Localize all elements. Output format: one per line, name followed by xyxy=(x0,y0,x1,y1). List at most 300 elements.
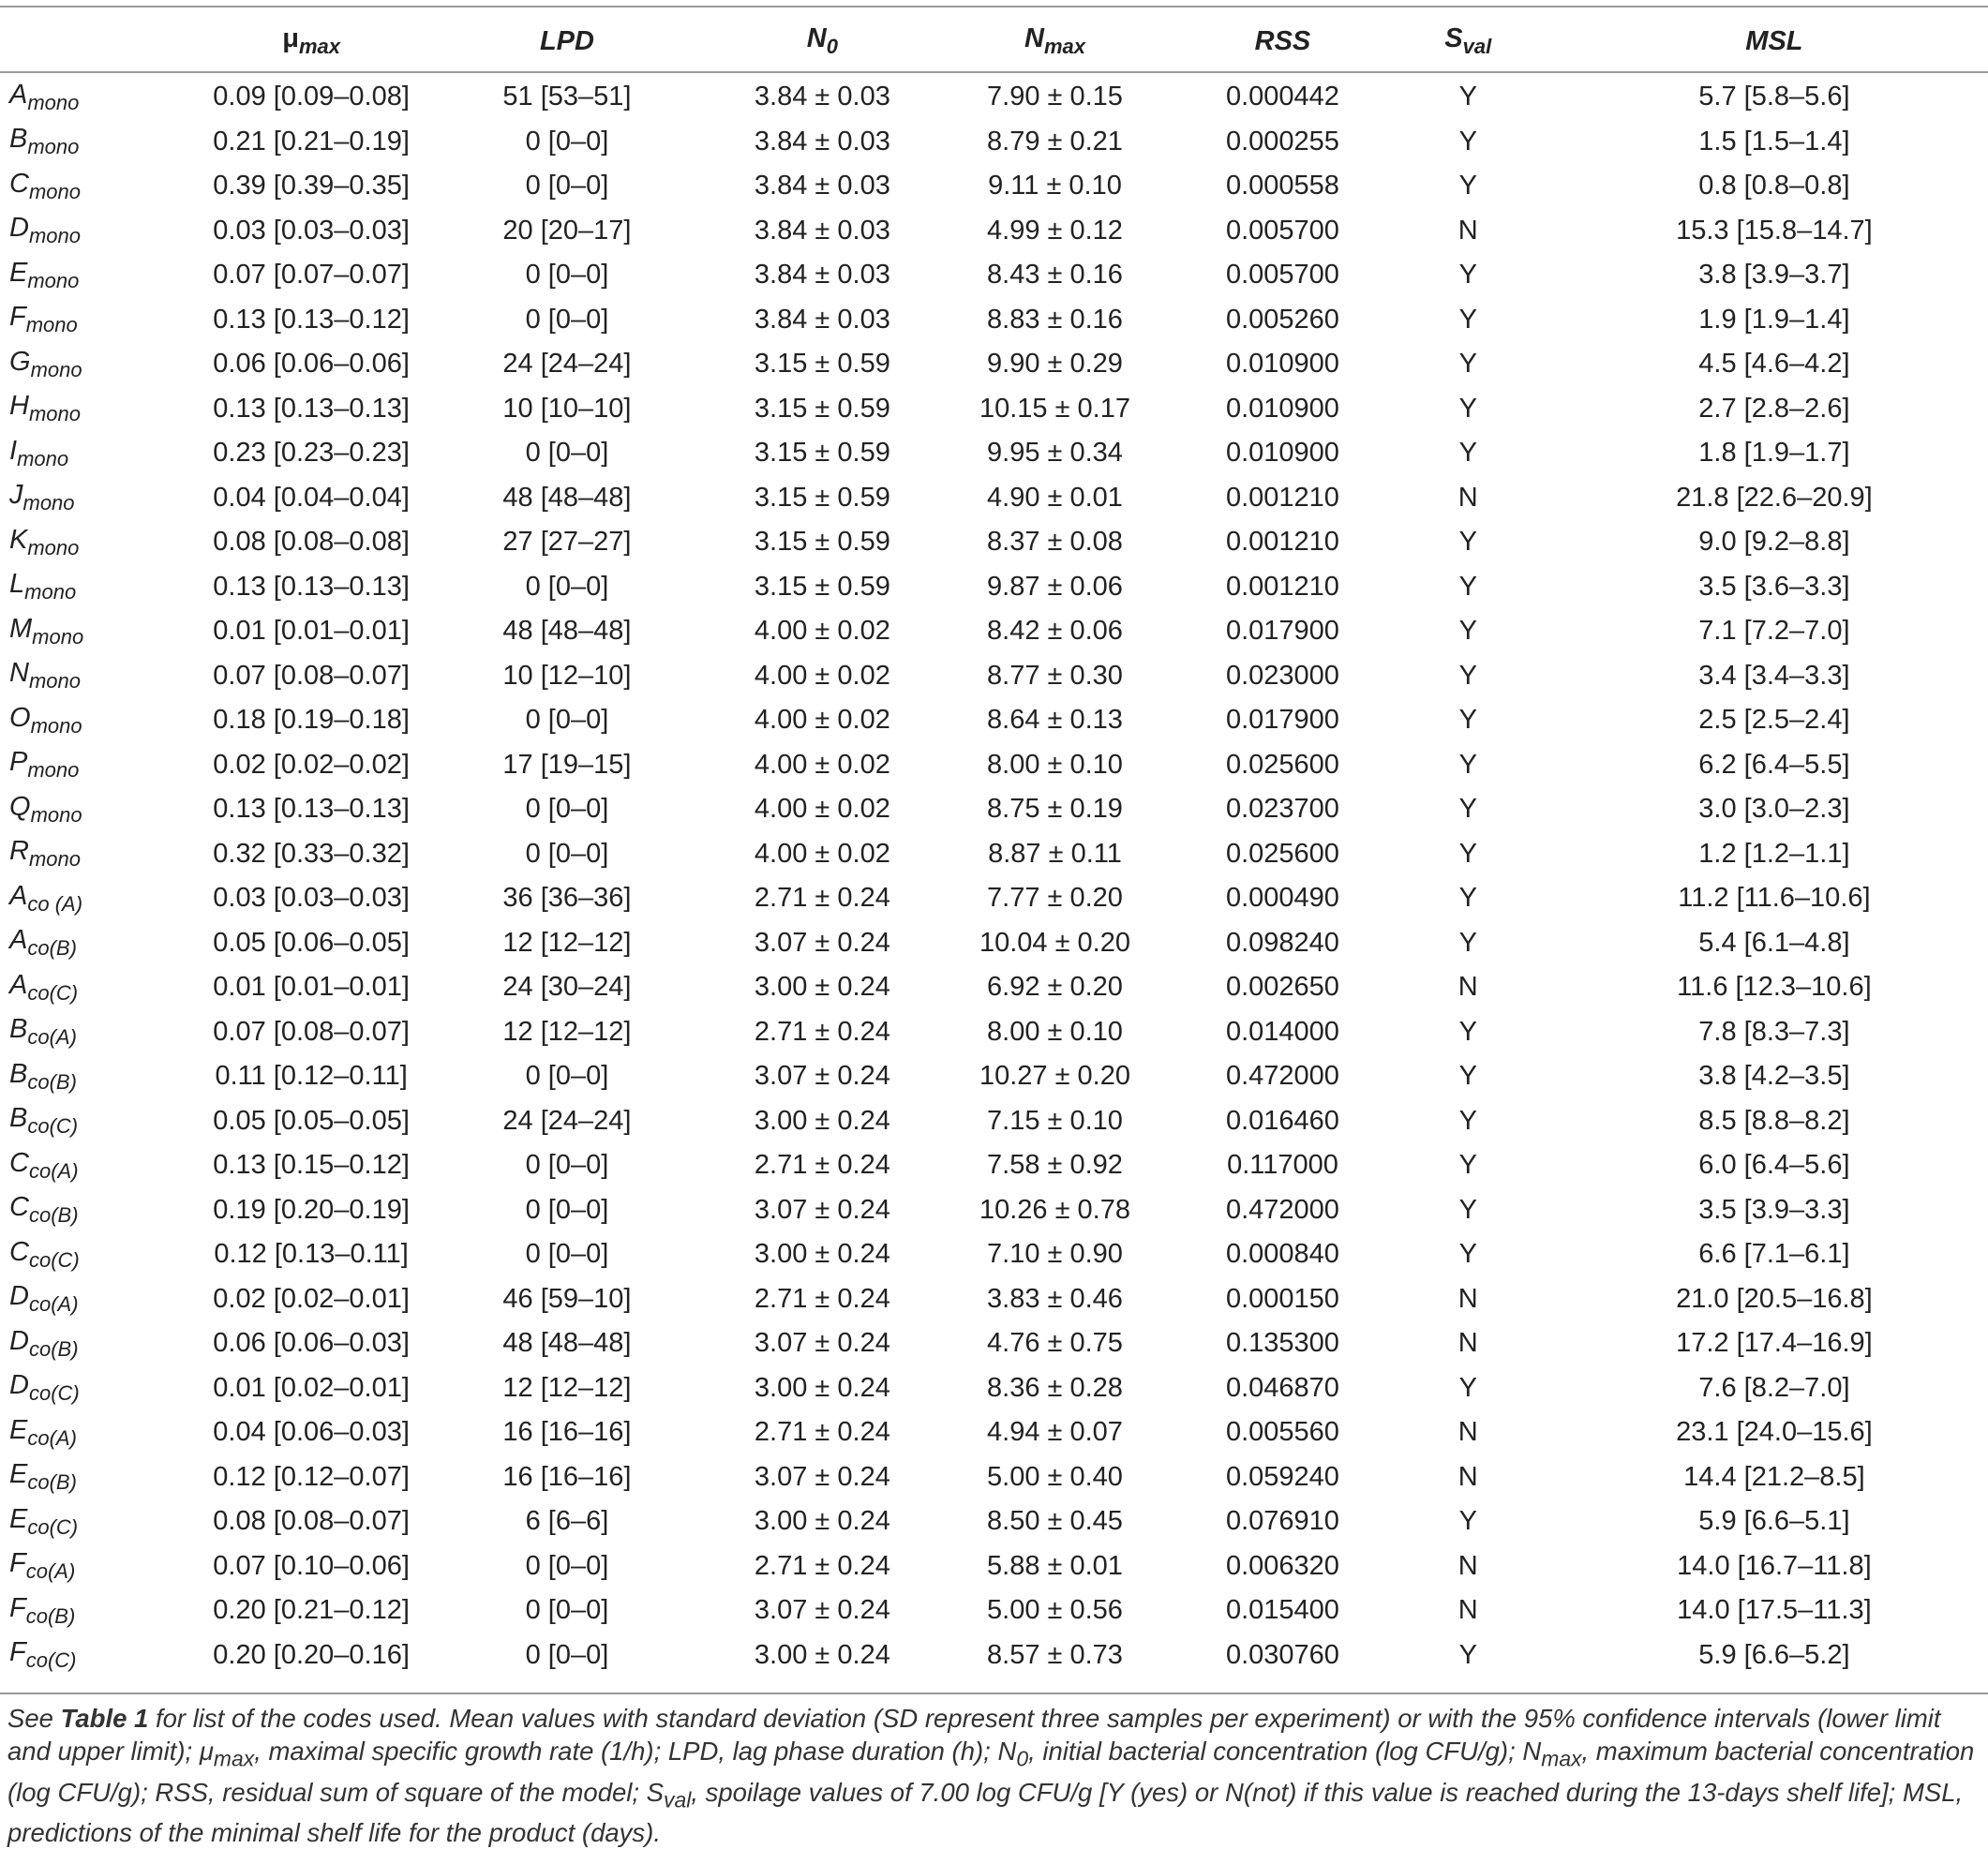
row-code: $P_{mono}$ xyxy=(9,747,80,783)
cell-rss: 0.472000 xyxy=(1225,1194,1339,1225)
cell-mu: 0.02 [0.02–0.02] xyxy=(213,749,410,780)
cell-sval: N xyxy=(1457,1461,1478,1492)
cell-lpd: 12 [12–12] xyxy=(502,1372,632,1403)
cell-nmax: 10.15 ± 0.17 xyxy=(979,393,1130,424)
table-row xyxy=(0,1544,1988,1589)
cell-msl: 3.4 [3.4–3.3] xyxy=(1698,660,1850,691)
cell-msl: 7.8 [8.3–7.3] xyxy=(1698,1016,1850,1047)
row-code: $B_{co(B)}$ xyxy=(9,1058,77,1094)
cell-nmax: 8.00 ± 0.10 xyxy=(987,1016,1123,1047)
table-row xyxy=(0,1321,1988,1366)
row-code: $O_{mono}$ xyxy=(9,702,82,738)
cell-n0: 3.07 ± 0.24 xyxy=(754,1328,890,1359)
cell-n0: 3.84 ± 0.03 xyxy=(754,82,890,112)
cell-nmax: 5.00 ± 0.56 xyxy=(987,1595,1123,1626)
table-row xyxy=(0,209,1988,254)
row-code: $C_{co(C)}$ xyxy=(9,1236,80,1272)
cell-nmax: 8.00 ± 0.10 xyxy=(987,749,1123,780)
cell-mu: 0.06 [0.06–0.06] xyxy=(213,349,410,380)
cell-mu: 0.13 [0.13–0.13] xyxy=(213,393,410,424)
cell-sval: Y xyxy=(1458,705,1477,736)
cell-sval: N xyxy=(1457,1417,1478,1448)
cell-rss: 0.030760 xyxy=(1225,1639,1339,1670)
row-code: $C_{co(A)}$ xyxy=(9,1147,79,1183)
row-code: $C_{mono}$ xyxy=(9,168,81,203)
cell-rss: 0.000490 xyxy=(1225,883,1339,914)
cell-nmax: 6.92 ± 0.20 xyxy=(987,972,1123,1003)
cell-mu: 0.05 [0.05–0.05] xyxy=(213,1105,410,1136)
table-row xyxy=(0,387,1988,432)
cell-sval: Y xyxy=(1458,304,1477,335)
cell-msl: 1.2 [1.2–1.1] xyxy=(1698,838,1850,869)
cell-sval: N xyxy=(1457,482,1478,513)
row-code: $L_{mono}$ xyxy=(9,569,77,604)
cell-sval: Y xyxy=(1458,1061,1477,1092)
table-row xyxy=(0,431,1988,476)
cell-lpd: 12 [12–12] xyxy=(502,927,632,958)
cell-n0: 3.15 ± 0.59 xyxy=(754,482,890,513)
cell-msl: 3.0 [3.0–2.3] xyxy=(1698,794,1850,825)
table-row xyxy=(0,1277,1988,1322)
cell-n0: 2.71 ± 0.24 xyxy=(754,1016,890,1047)
cell-rss: 0.000442 xyxy=(1225,82,1339,112)
row-code: $F_{co(B)}$ xyxy=(9,1592,76,1628)
cell-msl: 21.0 [20.5–16.8] xyxy=(1676,1283,1873,1314)
row-code: $H_{mono}$ xyxy=(9,391,81,426)
cell-n0: 4.00 ± 0.02 xyxy=(754,705,890,736)
cell-lpd: 0 [0–0] xyxy=(525,571,609,602)
cell-lpd: 48 [48–48] xyxy=(502,616,632,647)
cell-mu: 0.08 [0.08–0.08] xyxy=(213,527,410,558)
cell-lpd: 12 [12–12] xyxy=(502,1016,632,1047)
table-row xyxy=(0,253,1988,298)
table-row xyxy=(0,1099,1988,1144)
cell-rss: 0.005260 xyxy=(1225,304,1339,335)
cell-n0: 3.07 ± 0.24 xyxy=(754,927,890,958)
cell-msl: 11.2 [11.6–10.6] xyxy=(1678,883,1871,914)
cell-sval: Y xyxy=(1458,838,1477,869)
cell-n0: 3.07 ± 0.24 xyxy=(754,1194,890,1225)
cell-mu: 0.32 [0.33–0.32] xyxy=(213,838,410,869)
cell-rss: 0.010900 xyxy=(1225,393,1339,424)
cell-rss: 0.005700 xyxy=(1225,260,1339,291)
cell-sval: Y xyxy=(1458,126,1477,157)
cell-lpd: 16 [16–16] xyxy=(502,1461,632,1492)
cell-sval: N xyxy=(1457,215,1478,246)
cell-lpd: 10 [10–10] xyxy=(502,393,632,424)
cell-msl: 21.8 [22.6–20.9] xyxy=(1676,482,1873,513)
cell-mu: 0.06 [0.06–0.03] xyxy=(213,1328,410,1359)
cell-sval: Y xyxy=(1458,1105,1477,1136)
cell-n0: 4.00 ± 0.02 xyxy=(754,838,890,869)
cell-lpd: 0 [0–0] xyxy=(525,1194,609,1225)
cell-mu: 0.12 [0.12–0.07] xyxy=(213,1461,410,1492)
cell-sval: Y xyxy=(1458,82,1477,112)
cell-msl: 14.0 [16.7–11.8] xyxy=(1677,1550,1872,1581)
cell-n0: 4.00 ± 0.02 xyxy=(754,660,890,691)
cell-sval: Y xyxy=(1458,260,1477,291)
cell-msl: 3.8 [4.2–3.5] xyxy=(1698,1061,1850,1092)
cell-lpd: 0 [0–0] xyxy=(525,1639,609,1670)
cell-nmax: 8.79 ± 0.21 xyxy=(987,126,1123,157)
cell-nmax: 9.11 ± 0.10 xyxy=(988,171,1122,201)
row-code: $E_{co(A)}$ xyxy=(9,1414,77,1450)
results-table xyxy=(0,7,1988,1678)
header-code xyxy=(0,7,213,75)
table-header-row xyxy=(0,7,1988,75)
cell-n0: 2.71 ± 0.24 xyxy=(754,1283,890,1314)
cell-lpd: 27 [27–27] xyxy=(502,527,632,558)
row-code: $F_{co(A)}$ xyxy=(9,1548,76,1584)
cell-nmax: 8.37 ± 0.08 xyxy=(987,527,1123,558)
cell-msl: 1.9 [1.9–1.4] xyxy=(1698,304,1850,335)
cell-sval: Y xyxy=(1458,393,1477,424)
cell-lpd: 0 [0–0] xyxy=(525,260,609,291)
cell-nmax: 7.10 ± 0.90 xyxy=(987,1239,1123,1270)
header-mu-max: $\mu_{max}$ xyxy=(282,23,340,58)
cell-lpd: 48 [48–48] xyxy=(502,482,632,513)
cell-n0: 3.00 ± 0.24 xyxy=(754,1506,890,1537)
cell-nmax: 7.77 ± 0.20 xyxy=(987,883,1123,914)
cell-n0: 2.71 ± 0.24 xyxy=(754,1150,890,1181)
cell-msl: 1.8 [1.9–1.7] xyxy=(1698,438,1850,469)
cell-rss: 0.001210 xyxy=(1225,571,1339,602)
cell-msl: 9.0 [9.2–8.8] xyxy=(1698,527,1850,558)
cell-lpd: 0 [0–0] xyxy=(525,438,609,469)
cell-nmax: 8.36 ± 0.28 xyxy=(987,1372,1123,1403)
cell-lpd: 36 [36–36] xyxy=(502,883,632,914)
cell-rss: 0.023000 xyxy=(1225,660,1339,691)
cell-sval: Y xyxy=(1458,1239,1477,1270)
row-code: $C_{co(B)}$ xyxy=(9,1192,79,1228)
cell-msl: 3.8 [3.9–3.7] xyxy=(1698,260,1850,291)
table-row xyxy=(0,75,1988,120)
cell-rss: 0.098240 xyxy=(1225,927,1339,958)
cell-sval: Y xyxy=(1458,1506,1477,1537)
cell-msl: 2.7 [2.8–2.6] xyxy=(1698,393,1850,424)
cell-nmax: 8.87 ± 0.11 xyxy=(988,838,1122,869)
cell-rss: 0.005700 xyxy=(1225,215,1339,246)
row-code: $A_{co(B)}$ xyxy=(9,925,77,961)
cell-n0: 4.00 ± 0.02 xyxy=(754,749,890,780)
cell-mu: 0.04 [0.06–0.03] xyxy=(213,1417,410,1448)
cell-rss: 0.010900 xyxy=(1225,349,1339,380)
table-row xyxy=(0,698,1988,743)
table-row xyxy=(0,1143,1988,1188)
cell-msl: 5.9 [6.6–5.1] xyxy=(1698,1506,1850,1537)
cell-rss: 0.014000 xyxy=(1225,1016,1339,1047)
cell-n0: 3.15 ± 0.59 xyxy=(754,571,890,602)
cell-sval: N xyxy=(1457,1550,1478,1581)
cell-n0: 3.00 ± 0.24 xyxy=(754,1105,890,1136)
cell-sval: Y xyxy=(1458,794,1477,825)
table-row xyxy=(0,1232,1988,1277)
cell-n0: 3.15 ± 0.59 xyxy=(754,393,890,424)
cell-nmax: 9.90 ± 0.29 xyxy=(987,349,1123,380)
cell-sval: N xyxy=(1457,1283,1478,1314)
cell-rss: 0.017900 xyxy=(1225,616,1339,647)
cell-mu: 0.18 [0.19–0.18] xyxy=(213,705,410,736)
cell-mu: 0.01 [0.01–0.01] xyxy=(213,972,410,1003)
cell-msl: 14.0 [17.5–11.3] xyxy=(1677,1595,1872,1626)
cell-nmax: 7.58 ± 0.92 xyxy=(987,1150,1123,1181)
cell-rss: 0.025600 xyxy=(1225,749,1339,780)
cell-sval: Y xyxy=(1458,1150,1477,1181)
table-row xyxy=(0,1188,1988,1233)
cell-msl: 5.9 [6.6–5.2] xyxy=(1698,1639,1850,1670)
cell-sval: Y xyxy=(1458,927,1477,958)
cell-lpd: 20 [20–17] xyxy=(502,215,632,246)
cell-mu: 0.07 [0.08–0.07] xyxy=(213,1016,410,1047)
row-code: $Q_{mono}$ xyxy=(9,791,82,827)
cell-nmax: 8.43 ± 0.16 xyxy=(987,260,1123,291)
cell-mu: 0.09 [0.09–0.08] xyxy=(213,82,410,112)
cell-n0: 3.00 ± 0.24 xyxy=(754,1639,890,1670)
cell-nmax: 9.95 ± 0.34 xyxy=(987,438,1123,469)
cell-lpd: 0 [0–0] xyxy=(525,171,609,201)
cell-msl: 6.6 [7.1–6.1] xyxy=(1698,1239,1850,1270)
table-row xyxy=(0,164,1988,209)
cell-nmax: 8.57 ± 0.73 xyxy=(987,1639,1123,1670)
cell-mu: 0.23 [0.23–0.23] xyxy=(213,438,410,469)
table-row xyxy=(0,876,1988,921)
cell-nmax: 4.94 ± 0.07 xyxy=(987,1417,1123,1448)
cell-sval: Y xyxy=(1458,171,1477,201)
cell-msl: 3.5 [3.6–3.3] xyxy=(1698,571,1850,602)
cell-lpd: 24 [24–24] xyxy=(502,1105,632,1136)
row-code: $A_{co (A)}$ xyxy=(9,880,83,916)
cell-nmax: 8.75 ± 0.19 xyxy=(987,794,1123,825)
cell-nmax: 9.87 ± 0.06 xyxy=(987,571,1123,602)
cell-rss: 0.135300 xyxy=(1225,1328,1339,1359)
cell-sval: N xyxy=(1457,972,1478,1003)
cell-nmax: 5.88 ± 0.01 xyxy=(987,1550,1123,1581)
table-footnote: See Table 1 for list of the codes used. Mean values with standard deviation (SD represent three samples per experiment) or with the 95% confidence intervals (lower limit and upper limit); $\mu_{max}$, maximal specific growth rate (1/h); LPD, lag phase duration (h); $N_0$, initial bacterial concentration (log CFU/g); $N_{max}$, maximum bacterial concentration (log CFU/g); RSS, residual sum of square of the model; $S_{val}$, spoilage values of 7.00 log CFU/g [Y (yes) or N(not) if this value is reached during the 13-days shelf life]; MSL, predictions of the minimal shelf life for the product (days). xyxy=(7,1704,1975,1847)
cell-lpd: 0 [0–0] xyxy=(525,304,609,335)
cell-mu: 0.19 [0.20–0.19] xyxy=(213,1194,410,1225)
row-code: $N_{mono}$ xyxy=(9,658,81,693)
cell-rss: 0.000150 xyxy=(1225,1283,1339,1314)
cell-mu: 0.05 [0.06–0.05] xyxy=(213,927,410,958)
cell-lpd: 0 [0–0] xyxy=(525,1550,609,1581)
table-row xyxy=(0,342,1988,387)
cell-sval: Y xyxy=(1458,1372,1477,1403)
cell-sval: Y xyxy=(1458,1016,1477,1047)
cell-mu: 0.03 [0.03–0.03] xyxy=(213,215,410,246)
row-code: $D_{mono}$ xyxy=(9,213,81,248)
row-code: $A_{co(C)}$ xyxy=(9,969,79,1005)
cell-n0: 3.84 ± 0.03 xyxy=(754,126,890,157)
cell-rss: 0.010900 xyxy=(1225,438,1339,469)
table-row xyxy=(0,743,1988,788)
cell-rss: 0.002650 xyxy=(1225,972,1339,1003)
cell-sval: Y xyxy=(1458,749,1477,780)
cell-n0: 2.71 ± 0.24 xyxy=(754,1550,890,1581)
table-row xyxy=(0,565,1988,610)
cell-lpd: 46 [59–10] xyxy=(502,1283,632,1314)
cell-nmax: 7.90 ± 0.15 xyxy=(987,82,1123,112)
table-row xyxy=(0,965,1988,1010)
cell-rss: 0.472000 xyxy=(1225,1061,1339,1092)
cell-rss: 0.000558 xyxy=(1225,171,1339,201)
row-code: $A_{mono}$ xyxy=(9,79,80,114)
cell-n0: 3.07 ± 0.24 xyxy=(754,1061,890,1092)
cell-mu: 0.21 [0.21–0.19] xyxy=(213,126,410,157)
table-row xyxy=(0,298,1988,343)
cell-rss: 0.017900 xyxy=(1225,705,1339,736)
cell-mu: 0.07 [0.10–0.06] xyxy=(213,1550,410,1581)
table-body xyxy=(0,75,1988,1678)
cell-n0: 3.84 ± 0.03 xyxy=(754,171,890,201)
table-reference: Table 1 xyxy=(60,1704,149,1733)
cell-msl: 11.6 [12.3–10.6] xyxy=(1677,972,1872,1003)
cell-msl: 17.2 [17.4–16.9] xyxy=(1676,1328,1873,1359)
cell-mu: 0.13 [0.13–0.12] xyxy=(213,304,410,335)
cell-lpd: 51 [53–51] xyxy=(502,82,632,112)
cell-msl: 5.4 [6.1–4.8] xyxy=(1698,927,1850,958)
cell-rss: 0.025600 xyxy=(1225,838,1339,869)
row-code: $I_{mono}$ xyxy=(9,435,69,470)
cell-mu: 0.01 [0.02–0.01] xyxy=(213,1372,410,1403)
table-row xyxy=(0,1499,1988,1544)
cell-sval: Y xyxy=(1458,1639,1477,1670)
table-row xyxy=(0,1588,1988,1633)
cell-n0: 3.07 ± 0.24 xyxy=(754,1595,890,1626)
cell-mu: 0.01 [0.01–0.01] xyxy=(213,616,410,647)
cell-sval: N xyxy=(1457,1328,1478,1359)
header-rss: RSS xyxy=(1254,25,1311,56)
cell-mu: 0.11 [0.12–0.11] xyxy=(215,1061,408,1092)
cell-n0: 3.84 ± 0.03 xyxy=(754,260,890,291)
row-code: $D_{co(B)}$ xyxy=(9,1325,79,1361)
table-row xyxy=(0,1410,1988,1455)
cell-msl: 23.1 [24.0–15.6] xyxy=(1676,1417,1873,1448)
row-code: $G_{mono}$ xyxy=(9,346,82,381)
cell-msl: 2.5 [2.5–2.4] xyxy=(1698,705,1850,736)
row-code: $E_{co(C)}$ xyxy=(9,1503,79,1539)
table-bottom-rule xyxy=(0,1692,1988,1694)
cell-sval: Y xyxy=(1458,571,1477,602)
cell-mu: 0.12 [0.13–0.11] xyxy=(214,1239,409,1270)
cell-mu: 0.20 [0.20–0.16] xyxy=(213,1639,410,1670)
cell-lpd: 0 [0–0] xyxy=(525,838,609,869)
row-code: $M_{mono}$ xyxy=(9,613,84,649)
cell-nmax: 8.64 ± 0.13 xyxy=(987,705,1123,736)
cell-mu: 0.03 [0.03–0.03] xyxy=(213,883,410,914)
cell-lpd: 0 [0–0] xyxy=(525,1061,609,1092)
cell-msl: 7.1 [7.2–7.0] xyxy=(1698,616,1850,647)
cell-nmax: 4.76 ± 0.75 xyxy=(987,1328,1123,1359)
table-row xyxy=(0,654,1988,699)
cell-n0: 3.07 ± 0.24 xyxy=(754,1461,890,1492)
cell-msl: 6.0 [6.4–5.6] xyxy=(1698,1150,1850,1181)
cell-sval: Y xyxy=(1458,1194,1477,1225)
cell-nmax: 10.04 ± 0.20 xyxy=(979,927,1130,958)
cell-msl: 4.5 [4.6–4.2] xyxy=(1698,349,1850,380)
cell-n0: 3.00 ± 0.24 xyxy=(754,1239,890,1270)
cell-nmax: 8.50 ± 0.45 xyxy=(987,1506,1123,1537)
cell-n0: 3.00 ± 0.24 xyxy=(754,1372,890,1403)
cell-nmax: 8.83 ± 0.16 xyxy=(987,304,1123,335)
cell-nmax: 5.00 ± 0.40 xyxy=(987,1461,1123,1492)
table-row xyxy=(0,921,1988,966)
cell-nmax: 7.15 ± 0.10 xyxy=(987,1105,1123,1136)
cell-msl: 6.2 [6.4–5.5] xyxy=(1698,749,1850,780)
cell-nmax: 10.26 ± 0.78 xyxy=(979,1194,1130,1225)
cell-msl: 5.7 [5.8–5.6] xyxy=(1698,82,1850,112)
row-code: $K_{mono}$ xyxy=(9,524,80,559)
cell-mu: 0.02 [0.02–0.01] xyxy=(213,1283,410,1314)
cell-mu: 0.39 [0.39–0.35] xyxy=(213,171,410,201)
row-code: $J_{mono}$ xyxy=(9,480,75,515)
cell-rss: 0.015400 xyxy=(1225,1595,1339,1626)
cell-nmax: 8.42 ± 0.06 xyxy=(987,616,1123,647)
table-row xyxy=(0,1633,1988,1678)
cell-rss: 0.001210 xyxy=(1225,527,1339,558)
header-nmax: $N_{max}$ xyxy=(1024,23,1085,58)
cell-n0: 3.15 ± 0.59 xyxy=(754,349,890,380)
cell-mu: 0.13 [0.13–0.13] xyxy=(213,571,410,602)
table-row xyxy=(0,609,1988,654)
table-row xyxy=(0,1366,1988,1411)
table-row xyxy=(0,787,1988,832)
row-code: $D_{co(A)}$ xyxy=(9,1281,79,1317)
cell-sval: N xyxy=(1457,1595,1478,1626)
cell-n0: 3.00 ± 0.24 xyxy=(754,972,890,1003)
cell-n0: 4.00 ± 0.02 xyxy=(754,616,890,647)
row-code: $E_{mono}$ xyxy=(9,257,80,292)
row-code: $F_{mono}$ xyxy=(9,302,78,337)
table-row xyxy=(0,476,1988,521)
cell-mu: 0.13 [0.13–0.13] xyxy=(213,794,410,825)
cell-rss: 0.000255 xyxy=(1225,126,1339,157)
cell-lpd: 6 [6–6] xyxy=(525,1506,609,1537)
cell-rss: 0.000840 xyxy=(1225,1239,1339,1270)
cell-mu: 0.04 [0.04–0.04] xyxy=(213,482,410,513)
row-code: $B_{co(C)}$ xyxy=(9,1103,79,1139)
header-lpd: LPD xyxy=(539,25,594,56)
cell-lpd: 0 [0–0] xyxy=(525,1150,609,1181)
cell-lpd: 0 [0–0] xyxy=(525,1595,609,1626)
row-code: $D_{co(C)}$ xyxy=(9,1370,80,1406)
row-code: $E_{co(B)}$ xyxy=(9,1459,77,1495)
cell-n0: 3.84 ± 0.03 xyxy=(754,215,890,246)
cell-nmax: 4.90 ± 0.01 xyxy=(987,482,1123,513)
cell-lpd: 24 [24–24] xyxy=(502,349,632,380)
table-row xyxy=(0,1054,1988,1099)
cell-n0: 3.84 ± 0.03 xyxy=(754,304,890,335)
cell-sval: Y xyxy=(1458,883,1477,914)
cell-sval: Y xyxy=(1458,527,1477,558)
table-row xyxy=(0,832,1988,877)
header-n0: $N_0$ xyxy=(806,23,838,58)
cell-rss: 0.059240 xyxy=(1225,1461,1339,1492)
row-code: $F_{co(C)}$ xyxy=(9,1637,77,1673)
cell-sval: Y xyxy=(1458,660,1477,691)
cell-msl: 3.5 [3.9–3.3] xyxy=(1698,1194,1850,1225)
row-code: $B_{mono}$ xyxy=(9,124,80,159)
cell-n0: 2.71 ± 0.24 xyxy=(754,1417,890,1448)
cell-msl: 8.5 [8.8–8.2] xyxy=(1698,1105,1850,1136)
cell-mu: 0.13 [0.15–0.12] xyxy=(213,1150,410,1181)
cell-rss: 0.006320 xyxy=(1225,1550,1339,1581)
cell-mu: 0.20 [0.21–0.12] xyxy=(213,1595,410,1626)
cell-nmax: 4.99 ± 0.12 xyxy=(987,215,1123,246)
cell-mu: 0.07 [0.07–0.07] xyxy=(213,260,410,291)
cell-lpd: 0 [0–0] xyxy=(525,1239,609,1270)
cell-rss: 0.023700 xyxy=(1225,794,1339,825)
cell-lpd: 17 [19–15] xyxy=(502,749,632,780)
